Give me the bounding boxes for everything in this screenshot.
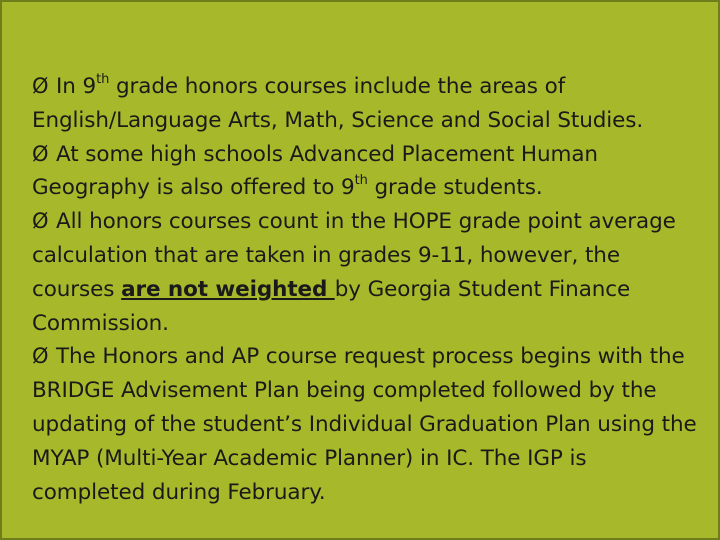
arrow-check-bullet-icon: Ø bbox=[32, 74, 49, 98]
bullet-text: grade students. bbox=[367, 175, 543, 201]
bullet-item bbox=[32, 70, 702, 138]
bullet-text: All honors courses count in the HOPE grade point average calculation that are taken in grades 9-11, however, the courses bbox=[32, 209, 676, 302]
bullet-text: grade honors courses include the areas of English/Language Arts, Math, Science and Social Studies. bbox=[32, 74, 644, 133]
superscript: th bbox=[96, 71, 110, 87]
arrow-check-bullet-icon: Ø bbox=[32, 209, 49, 234]
superscript: th bbox=[354, 173, 368, 189]
bullet-item bbox=[32, 205, 702, 340]
bullet-text: The Honors and AP course request process begins with the BRIDGE Advisement Plan being completed followed by the updating of the student’s Individual Graduation Plan using the MYAP (Multi-Year Academic Planner) in IC. The IGP is completed during February. bbox=[32, 344, 697, 505]
bullet-text: by Georgia Student Finance Commission. bbox=[32, 276, 631, 336]
arrow-check-bullet-icon: Ø bbox=[32, 344, 49, 369]
bullet-item bbox=[32, 340, 702, 509]
emphasized-text: are not weighted bbox=[121, 276, 335, 302]
bullet-text: At some high schools Advanced Placement Human Geography is also offered to 9 bbox=[32, 141, 598, 201]
arrow-check-bullet-icon: Ø bbox=[32, 141, 49, 166]
bullet-list bbox=[32, 70, 702, 509]
bullet-text: In 9 bbox=[56, 74, 97, 99]
bullet-item bbox=[32, 138, 702, 206]
